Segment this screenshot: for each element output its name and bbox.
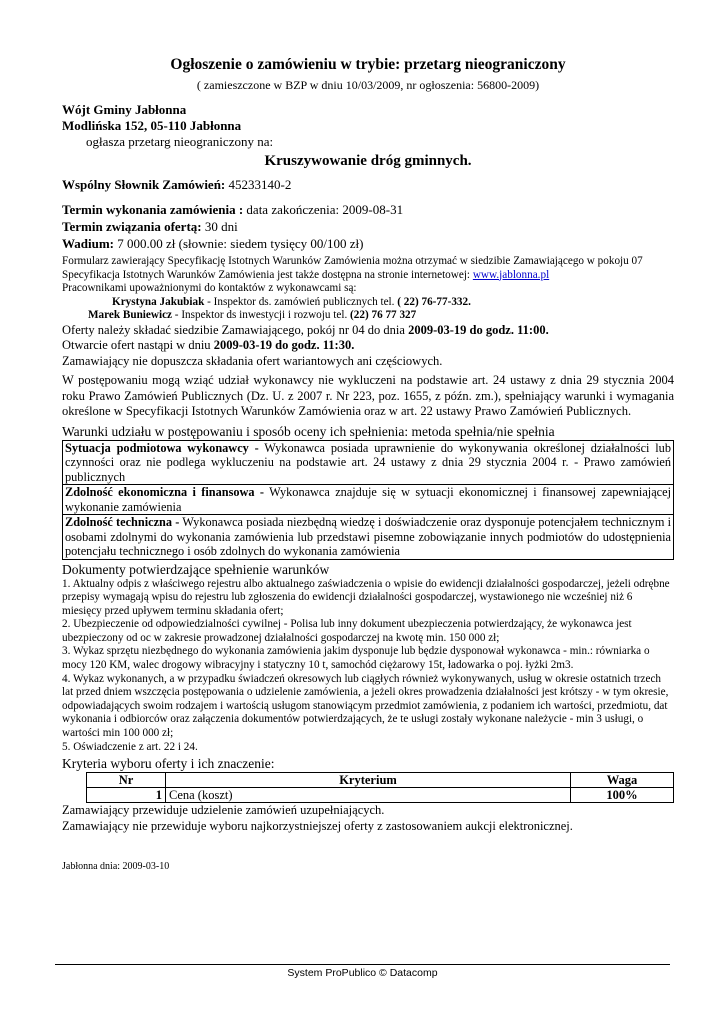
footer-credit: System ProPublico © Datacomp [287,967,438,979]
condition-row [63,440,674,485]
offers-opening [62,338,674,354]
footer-divider [55,964,670,965]
org-name: Wójt Gminy Jabłonna [62,102,187,117]
header-nr: Nr [87,773,166,788]
variants-info: Zamawiający nie dopuszcza składania ofert wariantowych ani częściowych. [62,353,443,368]
document-title: Ogłoszenie o zamówieniu w trybie: przetarg nieograniczony [170,56,566,73]
header-weight: Waga [571,773,674,788]
wadium-label: Wadium: [62,236,115,251]
contracting-authority [62,102,674,134]
criteria-heading: Kryteria wyboru oferty i ich znaczenie: [62,756,275,772]
publication-info: ( zamieszczone w BZP w dniu 10/03/2009, nr ogłoszenia: 56800-2009) [196,78,540,92]
execution-term-label: Termin wykonania zamówienia : [62,202,244,217]
header-criterion: Kryterium [166,773,571,788]
documents-list [62,578,674,755]
cpv-label: Wspólny Słownik Zamówień: [62,177,226,192]
condition-label: Zdolność techniczna - [65,515,180,529]
criteria-table [86,772,674,803]
place-date: Jabłonna dnia: 2009-03-10 [62,861,170,873]
condition-text: Wykonawca posiada uprawnienie do wykonywania określonej działalności lub czynności oraz nie podlega wykluczeniu na podstawie art. 24 ustawy z dnia 29 stycznia 2004 r. - Prawo zamówień publicznych [65,440,671,484]
documents-heading: Dokumenty potwierdzające spełnienie warunków [62,561,330,577]
announces-text: ogłasza przetarg nieograniczony na: [86,134,274,149]
website-link[interactable]: www.jablonna.pl [472,268,550,281]
binding-term [62,218,674,235]
binding-term-label: Termin związania ofertą: [62,219,202,234]
contact-person-2 [62,309,674,323]
contact1-name: Krystyna Jakubiak [112,295,205,308]
execution-term [62,201,674,218]
condition-label: Sytuacja podmiotowa wykonawcy - [65,440,259,455]
criteria-nr: 1 [87,788,166,803]
criteria-row [87,788,674,803]
form-info: Formularz zawierający Specyfikację Istotnych Warunków Zamówienia można otrzymać w siedzibie Zamawiającego w pokoju 07 [62,255,643,267]
eligibility-info: W postępowaniu mogą wziąć udział wykonawcy nie wykluczeni na podstawie art. 24 ustawy z dnia 29 stycznia 2004 roku Prawo Zamówień Publicznych (Dz. U. z 2007 r. Nr 223, poz. 1655, z późn. zm.), spełniający warunki i wymagania określone w Specyfikacji Istotnych Warunków Zamówienia oraz w art. 22 ustawy Prawo Zamówień Publicznych. [62,373,674,418]
execution-term-value: data zakończenia: 2009-08-31 [243,202,404,217]
offers-deadline: 2009-03-19 do godz. 11:00. [408,322,549,337]
contact-person-1 [62,296,674,310]
wadium-value: 7 000.00 zł (słownie: siedem tysięcy 00/100 zł) [114,236,364,251]
conditions-heading: Warunki udziału w postępowaniu i sposób oceny ich spełnienia: metoda spełnia/nie spełnia [62,423,555,439]
cpv-code [62,177,674,193]
condition-cell [63,515,674,560]
document-item: 1. Aktualny odpis z właściwego rejestru albo aktualnego zaświadczenia o wpisie do ewidencji działalności gospodarczej, jeżeli odrębne przepisy wymagają wpisu do rejestru lub zgłoszenia do ewidencji działalności gospodarczej, wystawionego nie wcześniej niż 6 miesięcy przed upływem terminu składania ofert; [62,577,670,617]
spec-text: Specyfikacja Istotnych Warunków Zamówienia jest także dostępna na stronie internetowej: [62,268,473,281]
contact2-phone: (22) 76 77 327 [350,309,417,321]
spec-info [62,269,674,283]
document-item: 3. Wykaz sprzętu niezbędnego do wykonania zamówienia jakim dysponuje lub będzie dysponował wykonawca - min.: równiarka o mocy 120 KM, walec drogowy wibracyjny i statyczny 10 t, samochód ciężarowy 15t, ładowarka o poj. łyżki 2m3. [62,645,650,672]
conditions-table [62,440,674,560]
contact-intro: Pracownikami upoważnionymi do kontaktów z wykonawcami są: [62,282,357,294]
contact1-role: - Inspektor ds. zamówień publicznych tel. [204,295,398,308]
contact2-role: - Inspektor ds inwestycji i rozwoju tel. [172,309,351,321]
auction-info: Zamawiający nie przewiduje wyboru najkorzystniejszej oferty z zastosowaniem aukcji elektronicznej. [62,818,573,833]
condition-cell [63,440,674,485]
contact1-phone: ( 22) 76-77-332. [397,295,471,308]
wadium [62,235,674,252]
org-address: Modlińska 152, 05-110 Jabłonna [62,118,242,133]
supplementary-info: Zamawiający przewiduje udzielenie zamówień uzupełniających. [62,803,385,818]
offers-submission [62,323,674,339]
document-item: 4. Wykaz wykonanych, a w przypadku świadczeń okresowych lub ciągłych również wykonywanych, usług w okresie ostatnich trzech lat przed dniem wszczęcia postępowania o udzielenie zamówienia, a jeżeli okres prowadzenia działalności jest krótszy - w tym okresie, odpowiadających swoim rodzajem i wartością usługom stanowiącym przedmiot zamówienia, z podaniem ich wartości, przedmiotu, dat wykonania i odbiorców oraz załączenia dokumentów potwierdzających, że te usługi zostały wykonane należycie - min 3 usługi, o wartości min 100 000 zł; [62,672,669,740]
document-item: 2. Ubezpieczenie od odpowiedzialności cywilnej - Polisa lub inny dokument ubezpieczenia potwierdzający, że wykonawca jest ubezpieczony od oc w zakresie prowadzonej działalności gospodarczej na kwotę min. 150 000 zł; [62,618,632,644]
cpv-value: 45233140-2 [225,177,292,192]
criteria-weight: 100% [571,788,674,803]
condition-label: Zdolność ekonomiczna i finansowa - [65,485,265,499]
document-item: 5. Oświadczenie z art. 22 i 24. [62,740,198,753]
criteria-name: Cena (koszt) [166,788,571,803]
binding-term-value: 30 dni [201,219,238,234]
announcement-document [62,56,674,872]
condition-cell [63,485,674,515]
contract-subject: Kruszywowanie dróg gminnych. [264,153,472,169]
opening-date: 2009-03-19 do godz. 11:30. [213,338,355,352]
criteria-header-row [87,773,674,788]
opening-text: Otwarcie ofert nastąpi w dniu [62,338,214,352]
offers-text: Oferty należy składać siedzibie Zamawiającego, pokój nr 04 do dnia [62,322,409,337]
contact2-name: Marek Buniewicz [88,309,172,321]
condition-row [63,485,674,515]
terms-block [62,201,674,252]
condition-text: Wykonawca znajduje się w sytuacji ekonomicznej i finansowej zapewniającej wykonanie zamówienia [65,485,671,514]
condition-row [63,515,674,560]
condition-text: Wykonawca posiada niezbędną wiedzę i doświadczenie oraz dysponuje potencjałem technicznym i osobami zdolnymi do wykonania zamówienia lub przedstawi pisemne zobowiązanie innych podmiotów do udostępnienia potencjału technicznego i osób zdolnych do wykonania zamówienia [65,515,671,558]
